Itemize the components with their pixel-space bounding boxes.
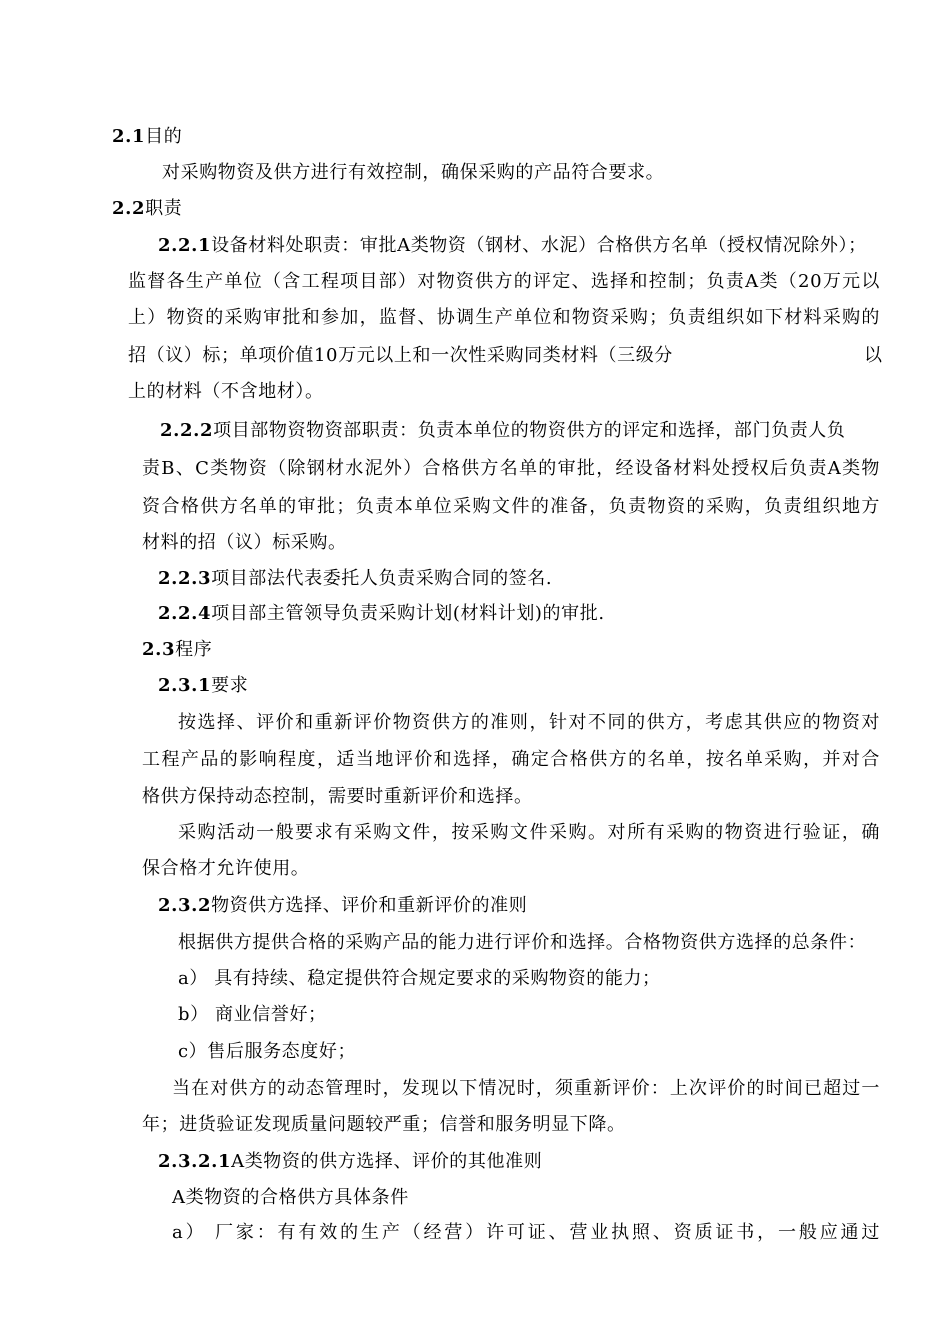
section-number: 2.2.2 [160,420,214,441]
paragraph-2-2-3 [158,566,552,592]
section-number: 2.2 [112,198,146,219]
section-number: 2.3.2.1 [158,1151,232,1172]
paragraph-2-2-4 [158,601,605,627]
paragraph-2-2-2-line1 [160,418,846,444]
paragraph-2-2-1-line3: 上）物资的采购审批和参加，监督、协调生产单位和物资采购；负责组织如下材料采购的 [128,307,880,328]
section-number: 2.2.1 [158,235,212,256]
section-number: 2.2.4 [158,603,212,624]
paragraph-2-3-1-p2-line1: 采购活动一般要求有采购文件，按采购文件采购。对所有采购的物资进行验证，确 [178,822,880,843]
paragraph-2-3-1-p2-line2: 保合格才允许使用。 [142,858,310,879]
paragraph-2-3-2-1-sub: A类物资的合格供方具体条件 [172,1187,409,1208]
section-number: 2.3.1 [158,675,212,696]
redaction-block [706,340,858,374]
list-item-a: a） 具有持续、稳定提供符合规定要求的采购物资的能力； [178,968,661,989]
paragraph-2-2-1-line1 [158,233,867,259]
paragraph-2-3-2-p2-line2: 年；进货验证发现质量问题较严重；信誉和服务明显下降。 [142,1114,626,1135]
text: 项目部法代表委托人负责采购合同的签名. [211,568,553,589]
text: 项目部物资物资部职责：负责本单位的物资供方的评定和选择，部门负责人负 [213,420,846,441]
section-number: 2.3 [142,639,176,660]
paragraph-2-2-1-line4: 招（议）标；单项价值10万元以上和一次性采购同类材料（三级分 [128,345,673,366]
section-number: 2.1 [112,126,146,147]
text: 项目部主管领导负责采购计划(材料计划)的审批. [211,603,605,624]
paragraph-2-2-1-line2: 监督各生产单位（含工程项目部）对物资供方的评定、选择和控制；负责A类（20万元以 [128,271,880,292]
text: 设备材料处职责：审批A类物资（钢材、水泥）合格供方名单（授权情况除外）； [211,235,867,256]
paragraph-2-2-1-line4-end: 以 [864,345,883,366]
list-item-b: b） 商业信誉好； [178,1004,327,1025]
list-item-c: c）售后服务态度好； [178,1041,357,1062]
paragraph-2-3-1-p1-line1: 按选择、评价和重新评价物资供方的准则，针对不同的供方，考虑其供应的物资对 [178,712,880,733]
heading-2-3-2 [158,893,527,919]
paragraph-2-2-2-line2: 责B、C类物资（除钢材水泥外）合格供方名单的审批，经设备材料处授权后负责A类物 [142,458,880,479]
heading-2-2 [112,196,182,222]
heading-2-3 [142,637,212,663]
heading-2-1 [112,124,182,150]
paragraph-2-3-1-p1-line2: 工程产品的影响程度，适当地评价和选择，确定合格供方的名单，按名单采购，并对合 [142,749,880,770]
paragraph-2-3-2-p2-line1: 当在对供方的动态管理时，发现以下情况时，须重新评价：上次评价的时间已超过一 [172,1078,880,1099]
section-title: 职责 [145,198,183,219]
paragraph-2-2-2-line4: 材料的招（议）标采购。 [142,532,347,553]
paragraph-2-3-1-p1-line3: 格供方保持动态控制，需要时重新评价和选择。 [142,786,533,807]
section-title: 目的 [145,126,183,147]
section-title: A类物资的供方选择、评价的其他准则 [231,1151,543,1172]
section-number: 2.2.3 [158,568,212,589]
heading-2-3-1 [158,673,248,699]
paragraph-2-1: 对采购物资及供方进行有效控制，确保采购的产品符合要求。 [162,162,665,183]
heading-2-3-2-1 [158,1149,542,1175]
paragraph-2-3-2-1-a: a） 厂家：有有效的生产（经营）许可证、营业执照、资质证书，一般应通过 [172,1222,880,1243]
section-title: 物资供方选择、评价和重新评价的准则 [211,895,528,916]
paragraph-2-3-2-intro: 根据供方提供合格的采购产品的能力进行评价和选择。合格物资供方选择的总条件： [178,932,867,953]
section-title: 要求 [211,675,249,696]
paragraph-2-2-1-line5: 上的材料（不含地材）。 [128,381,324,402]
section-title: 程序 [175,639,213,660]
paragraph-2-2-2-line3: 资合格供方名单的审批；负责本单位采购文件的准备，负责物资的采购，负责组织地方 [142,496,880,517]
section-number: 2.3.2 [158,895,212,916]
